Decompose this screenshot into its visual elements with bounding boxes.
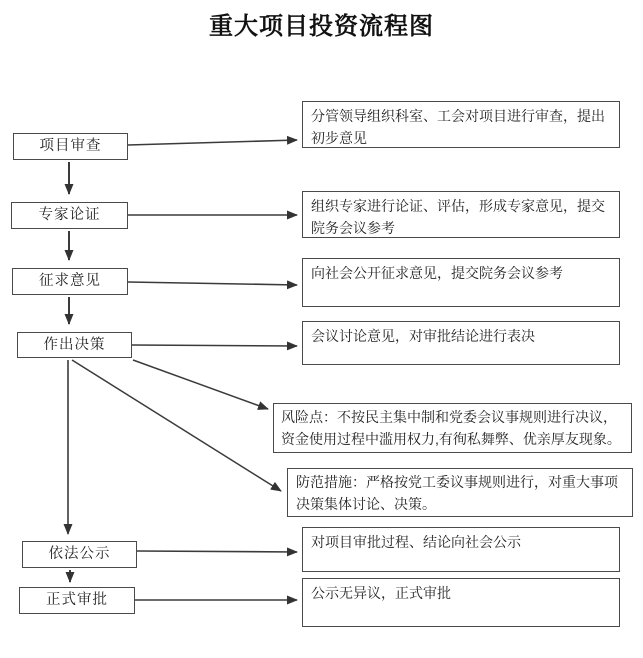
- note-box-expert-review: 组织专家进行论证、评估，形成专家意见，提交院务会议参考: [302, 191, 620, 238]
- note-box-public-notice: 对项目审批过程、结论向社会公示: [302, 527, 620, 572]
- arrow-project-review-to-note: [128, 140, 297, 145]
- arrow-public-notice-to-note: [137, 551, 297, 552]
- page-title: 重大项目投资流程图: [209, 11, 434, 40]
- note-box-make-decision: 会议讨论意见，对审批结论进行表决: [302, 321, 620, 365]
- step-box-project-review: 项目审查: [13, 133, 128, 160]
- step-box-solicit-opinions: 征求意见: [12, 268, 128, 295]
- step-box-public-notice: 依法公示: [22, 541, 137, 568]
- arrow-make-decision-to-prevention: [72, 360, 281, 491]
- step-box-make-decision: 作出决策: [17, 332, 132, 358]
- risk-callout-box: 风险点：不按民主集中制和党委会议事规则进行决议，资金使用过程中滥用权力,有徇私舞弊、优亲厚友现象。: [273, 403, 632, 453]
- note-box-solicit-opinions: 向社会公开征求意见，提交院务会议参考: [302, 258, 620, 307]
- step-box-formal-approval: 正式审批: [19, 587, 135, 614]
- arrow-solicit-opinions-to-note: [128, 282, 297, 285]
- prevention-callout-box: 防范措施：严格按党工委议事规则进行，对重大事项决策集体讨论、决策。: [287, 468, 633, 517]
- step-box-expert-review: 专家论证: [11, 202, 128, 229]
- note-box-project-review: 分管领导组织科室、工会对项目进行审查，提出初步意见: [302, 101, 620, 148]
- arrow-make-decision-to-note: [132, 345, 297, 346]
- note-box-formal-approval: 公示无异议，正式审批: [302, 578, 620, 627]
- arrow-make-decision-to-risk: [133, 360, 268, 409]
